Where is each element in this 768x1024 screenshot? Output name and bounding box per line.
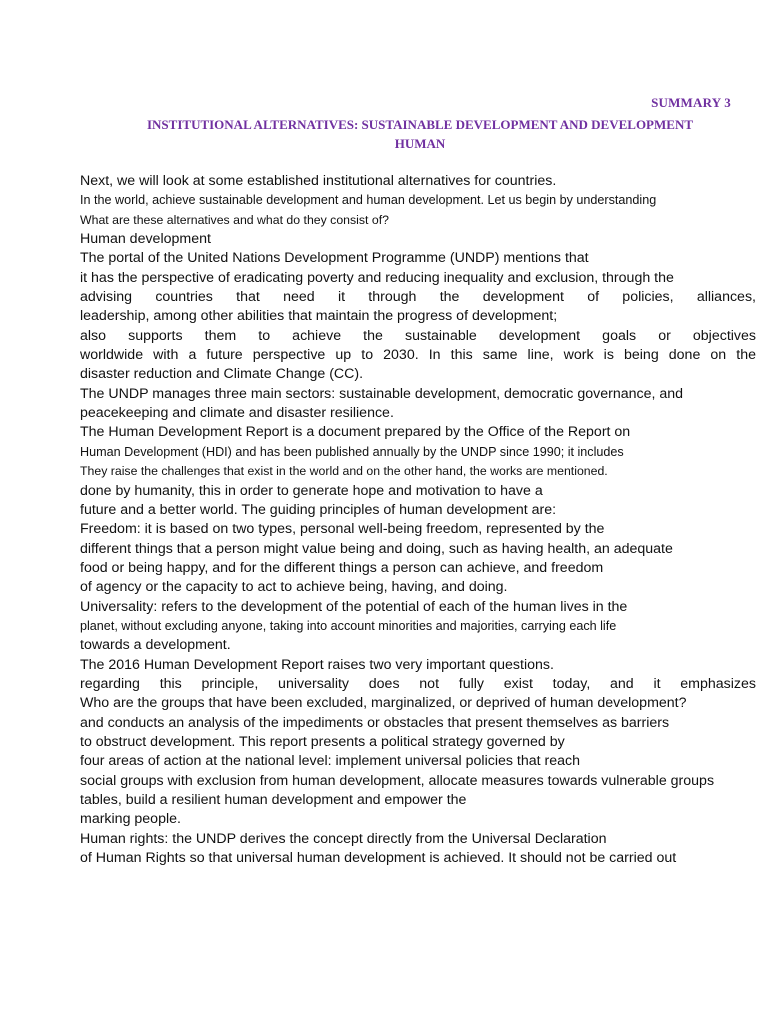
body-line: Human Development (HDI) and has been published annually by the UNDP since 1990; it includes	[80, 444, 624, 459]
body-line: four areas of action at the national level: implement universal policies that reach	[80, 753, 580, 770]
body-line: Human rights: the UNDP derives the concept directly from the Universal Declaration	[80, 830, 607, 847]
body-line: What are these alternatives and what do they consist of?	[80, 212, 389, 227]
body-line: The Human Development Report is a document prepared by the Office of the Report on	[80, 424, 631, 441]
body-line: In the world, achieve sustainable development and human development. Let us begin by understanding	[80, 193, 657, 208]
body-line: future and a better world. The guiding principles of human development are:	[80, 501, 557, 518]
body-line: and conducts an analysis of the impediments or obstacles that present themselves as barriers	[80, 714, 670, 731]
body-line: The 2016 Human Development Report raises two very important questions.	[80, 656, 554, 673]
body-line: peacekeeping and climate and disaster resilience.	[80, 405, 394, 422]
body-line: towards a development.	[80, 637, 231, 654]
body-line: disaster reduction and Climate Change (CC).	[80, 366, 364, 383]
body-line: They raise the challenges that exist in the world and on the other hand, the works are mentioned.	[80, 464, 608, 479]
body-line: Who are the groups that have been excluded, marginalized, or deprived of human development?	[80, 695, 687, 712]
body-line: of agency or the capacity to act to achieve being, having, and doing.	[80, 579, 508, 596]
body-line: also supports them to achieve the sustainable development goals or objectives	[80, 327, 756, 344]
body-line: of Human Rights so that universal human development is achieved. It should not be carried out	[80, 850, 677, 867]
body-line: planet, without excluding anyone, taking into account minorities and majorities, carrying each life	[80, 618, 617, 633]
body-line: The UNDP manages three main sectors: sustainable development, democratic governance, and	[80, 385, 684, 402]
body-line: social groups with exclusion from human development, allocate measures towards vulnerable groups	[80, 772, 715, 789]
body-line: food or being happy, and for the different things a person can achieve, and freedom	[80, 559, 604, 576]
body-line: to obstruct development. This report presents a political strategy governed by	[80, 733, 565, 750]
document-body	[80, 172, 756, 868]
summary-label: SUMMARY 3	[651, 95, 731, 110]
body-line: worldwide with a future perspective up to 2030. In this same line, work is being done on the	[80, 347, 756, 364]
body-line: Next, we will look at some established institutional alternatives for countries.	[80, 173, 557, 189]
body-line: tables, build a resilient human development and empower the	[80, 792, 467, 808]
section-heading: Human development	[80, 231, 211, 248]
body-line: Universality: refers to the development of the potential of each of the human lives in the	[80, 598, 628, 615]
body-line: advising countries that need it through the development of policies, alliances,	[80, 289, 756, 306]
title-line-2: HUMAN	[394, 136, 446, 151]
body-line: Freedom: it is based on two types, personal well-being freedom, represented by the	[80, 521, 605, 538]
body-line: done by humanity, this in order to generate hope and motivation to have a	[80, 482, 543, 499]
title-line-1: INSTITUTIONAL ALTERNATIVES: SUSTAINABLE DEVELOPMENT AND DEVELOPMENT	[146, 117, 693, 132]
body-line: marking people.	[80, 811, 181, 828]
body-line: leadership, among other abilities that maintain the progress of development;	[80, 308, 558, 325]
document-title	[80, 115, 760, 153]
body-line: regarding this principle, universality does not fully exist today, and it emphasizes	[80, 675, 756, 692]
body-line: different things that a person might value being and doing, such as having health, an adequate	[80, 540, 673, 557]
body-line: The portal of the United Nations Development Programme (UNDP) mentions that	[80, 250, 589, 267]
body-line: it has the perspective of eradicating poverty and reducing inequality and exclusion, through the	[80, 269, 674, 286]
